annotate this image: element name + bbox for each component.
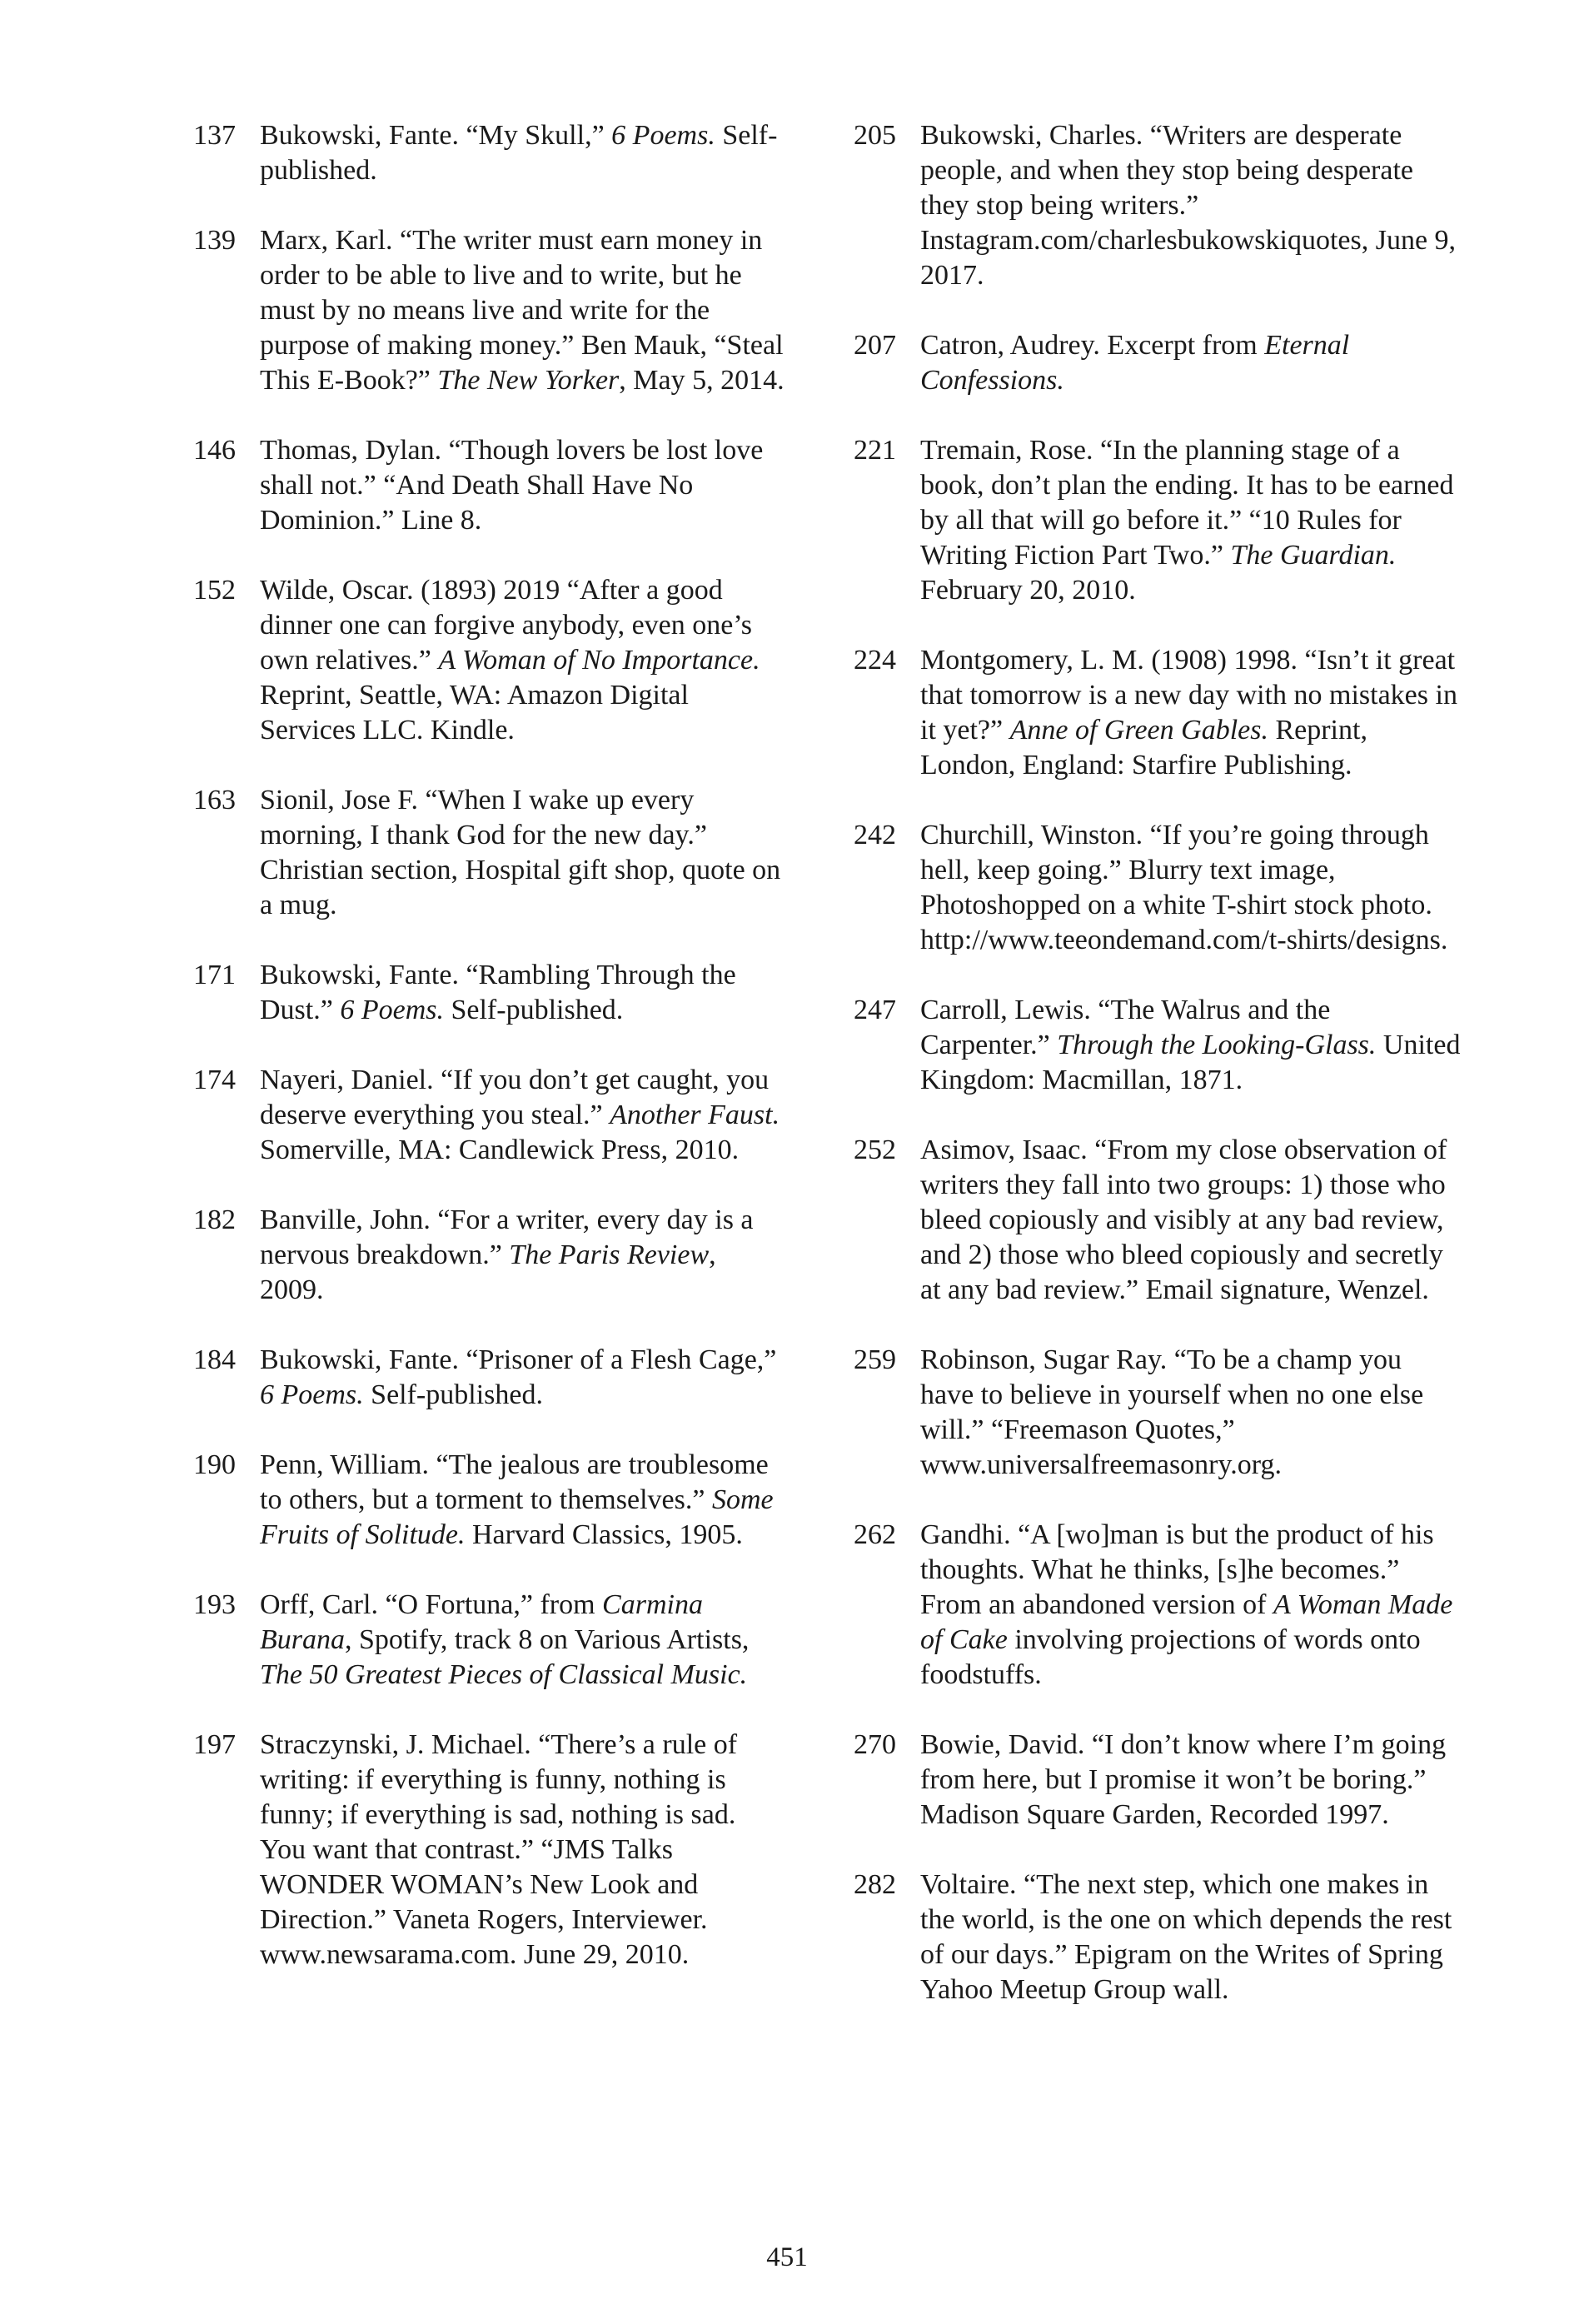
note-text-segment: Montgomery, L. M. (1908) 1998. “Isn’t it great that tomorrow is a new day with no mistakes in it yet?” (920, 645, 1457, 746)
note-entry (193, 1448, 785, 1553)
note-page-ref: 174 (193, 1065, 236, 1095)
note-text-segment: , Spotify, track 8 on Various Artists, (345, 1624, 750, 1655)
note-text-segment: Straczynski, J. Michael. “There’s a rule of writing: if everything is funny, nothing is funny; if everything is sad, nothing is sad. You want that contrast.” “JMS Talks WONDER WOMAN’s New Look and Direction.” Vaneta Rogers, Interviewer. www.newsarama.com. June 29, 2010. (260, 1729, 738, 1970)
note-text-segment: Bukowski, Charles. “Writers are desperate people, and when they stop being desperate they stop being writers.” Instagram.com/charlesbukowskiquotes, June 9, 2017. (920, 120, 1457, 291)
note-text (920, 330, 1349, 396)
note-entry (193, 1588, 785, 1693)
note-title-italic: The Guardian. (1230, 540, 1397, 571)
note-text-segment: Banville, John. “For a writer, every day is a nervous breakdown.” (260, 1204, 754, 1270)
note-text (260, 1449, 774, 1550)
note-entry (854, 643, 1462, 783)
note-title-italic: Anne of Green Gables. (1009, 715, 1268, 746)
note-entry (854, 328, 1462, 398)
note-text (920, 120, 1456, 291)
note-page-ref: 190 (193, 1449, 236, 1480)
note-text (260, 1065, 780, 1165)
note-title-italic: The New Yorker (437, 365, 620, 396)
note-entry (193, 118, 785, 188)
note-entry (193, 958, 785, 1028)
note-text (260, 1344, 776, 1410)
note-text (920, 435, 1454, 606)
note-text-segment: United Kingdom: Macmillan, 1871. (920, 1030, 1461, 1095)
note-title-italic: The 50 Greatest Pieces of Classical Music. (260, 1659, 748, 1690)
note-text (920, 1135, 1447, 1305)
note-text-segment: Somerville, MA: Candlewick Press, 2010. (260, 1135, 740, 1165)
note-text (260, 1589, 749, 1690)
note-entry (193, 1728, 785, 1972)
note-entry (193, 1343, 785, 1413)
note-text (260, 120, 777, 186)
note-text-segment: Gandhi. “A [wo]man is but the product of his thoughts. What he thinks, [s]he becomes.” From an abandoned version of (920, 1519, 1434, 1620)
note-text (260, 435, 763, 536)
note-entry (854, 818, 1462, 958)
note-page-ref: 193 (193, 1589, 236, 1620)
note-text-segment: Carroll, Lewis. “The Walrus and the Carpenter.” (920, 995, 1331, 1060)
note-title-italic: A Woman Made of Cake (920, 1589, 1453, 1655)
note-text-segment: Penn, William. “The jealous are troublesome to others, but a torment to themselves.” (260, 1449, 769, 1515)
note-page-ref: 197 (193, 1729, 236, 1760)
note-text-segment: Bukowski, Fante. “My Skull,” (260, 120, 612, 151)
notes-column-right (854, 118, 1462, 2042)
note-title-italic: A Woman of No Importance. (438, 645, 760, 676)
note-page-ref: 163 (193, 785, 236, 815)
note-text-segment: Thomas, Dylan. “Though lovers be lost love shall not.” “And Death Shall Have No Dominion.” Line 8. (260, 435, 764, 536)
notes-column-left (193, 118, 785, 2007)
note-entry (193, 223, 785, 398)
note-title-italic: Through the Looking-Glass. (1057, 1030, 1377, 1060)
note-page-ref: 262 (854, 1519, 896, 1550)
note-text-segment: , 2009. (260, 1239, 716, 1305)
note-entry (193, 1063, 785, 1168)
note-entry (193, 783, 785, 923)
note-entry (854, 993, 1462, 1098)
note-text (260, 225, 785, 396)
note-title-italic: Another Faust. (610, 1100, 780, 1130)
note-text-segment: Self-published. (363, 1379, 543, 1410)
note-page-ref: 152 (193, 575, 236, 606)
note-text-segment: Self-published. (443, 995, 624, 1025)
note-page-ref: 182 (193, 1204, 236, 1235)
note-page-ref: 205 (854, 120, 896, 151)
note-page-ref: 259 (854, 1344, 896, 1375)
note-entry (854, 1518, 1462, 1693)
note-text-segment: Asimov, Isaac. “From my close observation of writers they fall into two groups: 1) those who bleed copiously and visibly at any bad review, and 2) those who bleed copiously and secretly at any bad review.” Email signature, Wenzel. (920, 1135, 1447, 1305)
note-text (260, 785, 780, 920)
note-text-segment: Tremain, Rose. “In the planning stage of a book, don’t plan the ending. It has to be earned by all that will go before it.” “10 Rules for Writing Fiction Part Two.” (920, 435, 1454, 571)
note-text-segment: Orff, Carl. “O Fortuna,” from (260, 1589, 603, 1620)
note-page-ref: 139 (193, 225, 236, 256)
note-text-segment: Marx, Karl. “The writer must earn money in order to be able to live and to write, but he must by no means live and write for the purpose of making money.” Ben Mauk, “Steal This E-Book?” (260, 225, 784, 396)
note-title-italic: Some Fruits of Solitude. (260, 1484, 774, 1550)
note-text (260, 1204, 754, 1305)
note-entry (854, 433, 1462, 608)
note-text-segment: , May 5, 2014. (619, 365, 785, 396)
note-entry (854, 1343, 1462, 1483)
note-entry (193, 433, 785, 538)
note-text-segment: Robinson, Sugar Ray. “To be a champ you have to believe in yourself when no one else will.” “Freemason Quotes,” www.universalfreemasonry.org. (920, 1344, 1424, 1480)
note-entry (193, 1203, 785, 1308)
note-title-italic: Eternal Confessions. (920, 330, 1350, 396)
note-text-segment: Bowie, David. “I don’t know where I’m going from here, but I promise it won’t be boring.” Madison Square Garden, Recorded 1997. (920, 1729, 1447, 1830)
note-text (920, 1869, 1452, 2005)
note-entry (854, 1728, 1462, 1833)
note-text-segment: Bukowski, Fante. “Rambling Through the Dust.” (260, 960, 736, 1025)
note-page-ref: 137 (193, 120, 236, 151)
note-text-segment: Wilde, Oscar. (1893) 2019 “After a good dinner one can forgive anybody, even one’s own relatives.” (260, 575, 753, 676)
note-page-ref: 146 (193, 435, 236, 466)
note-entry (854, 118, 1462, 293)
note-text (920, 995, 1460, 1095)
note-title-italic: 6 Poems. (611, 120, 715, 151)
note-entry (854, 1868, 1462, 2007)
note-text-segment: February 20, 2010. (920, 575, 1136, 606)
note-text-segment: Reprint, London, England: Starfire Publishing. (920, 715, 1367, 780)
note-page-ref: 221 (854, 435, 896, 466)
page-number: 451 (766, 2242, 808, 2272)
note-entry (193, 573, 785, 748)
note-title-italic: Carmina Burana (260, 1589, 703, 1655)
note-text-segment: involving projections of words onto foodstuffs. (920, 1624, 1421, 1690)
note-page-ref: 171 (193, 960, 236, 990)
note-text-segment: Self-published. (260, 120, 778, 186)
note-text-segment: Bukowski, Fante. “Prisoner of a Flesh Cage,” (260, 1344, 777, 1375)
note-title-italic: 6 Poems. (260, 1379, 364, 1410)
note-page-ref: 282 (854, 1869, 896, 1900)
note-page-ref: 224 (854, 645, 896, 676)
note-text (260, 1729, 737, 1970)
note-text (920, 645, 1457, 780)
note-entry (854, 1133, 1462, 1308)
note-text-segment: Voltaire. “The next step, which one makes in the world, is the one on which depends the rest of our days.” Epigram on the Writes of Spring Yahoo Meetup Group wall. (920, 1869, 1452, 2005)
note-text-segment: Catron, Audrey. Excerpt from (920, 330, 1265, 361)
note-title-italic: 6 Poems. (340, 995, 444, 1025)
note-text-segment: Harvard Classics, 1905. (465, 1519, 743, 1550)
note-title-italic: The Paris Review (509, 1239, 710, 1270)
note-page-ref: 252 (854, 1135, 896, 1165)
note-page-ref: 247 (854, 995, 896, 1025)
note-page-ref: 207 (854, 330, 896, 361)
note-text (920, 820, 1447, 955)
note-text-segment: Churchill, Winston. “If you’re going through hell, keep going.” Blurry text image, Photoshopped on a white T-shirt stock photo. http://www.teeondemand.com/t-shirts/designs. (920, 820, 1448, 955)
note-text (920, 1344, 1423, 1480)
note-text (260, 575, 760, 746)
note-text-segment: Reprint, Seattle, WA: Amazon Digital Services LLC. Kindle. (260, 680, 689, 746)
note-text-segment: Sionil, Jose F. “When I wake up every morning, I thank God for the new day.” Christian section, Hospital gift shop, quote on a mug. (260, 785, 781, 920)
note-page-ref: 242 (854, 820, 896, 850)
note-page-ref: 184 (193, 1344, 236, 1375)
note-page-ref: 270 (854, 1729, 896, 1760)
note-text (920, 1519, 1452, 1690)
note-text (260, 960, 736, 1025)
note-text-segment: Nayeri, Daniel. “If you don’t get caught, you deserve everything you steal.” (260, 1065, 770, 1130)
note-text (920, 1729, 1446, 1830)
